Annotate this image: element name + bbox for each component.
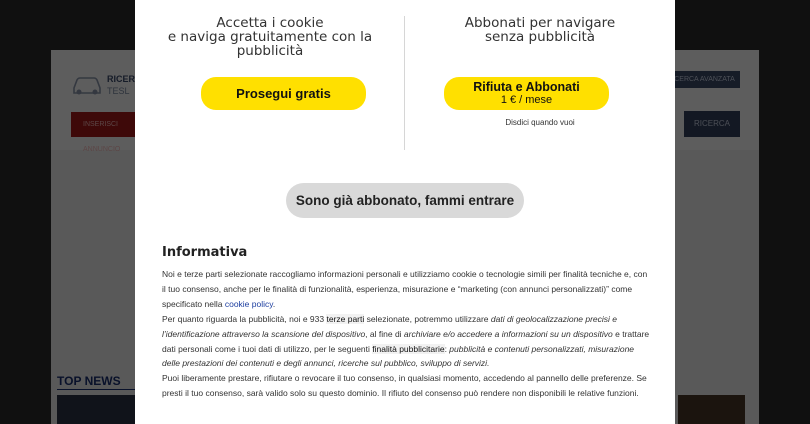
subscription-price: 1 € / mese: [500, 94, 553, 106]
info-p2-purposes-list: pubblicità e contenuti personalizzati, misurazione delle prestazioni dei contenuti e degli annunci, ricerche sul pubblico, sviluppo di servizi.: [162, 343, 635, 369]
info-p2-text: selezionate, potremmo utilizzare: [364, 313, 491, 324]
cookie-policy-link[interactable]: cookie policy: [224, 298, 273, 309]
already-subscribed-button[interactable]: Sono già abbonato, fammi entrare: [286, 183, 524, 218]
accept-cookies-column: [135, 16, 405, 58]
subscribe-title-line1: Abbonati per navigare: [464, 15, 616, 31]
continue-free-button[interactable]: Prosegui gratis: [201, 77, 366, 110]
info-p2-text: e trattare dati personali come i tuoi dati di utilizzo, per le seguenti: [162, 328, 650, 354]
advertising-purposes-link[interactable]: finalità pubblicitarie: [372, 343, 445, 354]
info-paragraph-2: [162, 312, 652, 372]
accept-cookies-title-line1: Accetta i cookie: [216, 15, 324, 31]
accept-cookies-title-line2: e naviga gratuitamente con la pubblicità: [167, 29, 373, 59]
info-p2-archive: archiviare e/o accedere a informazioni su un dispositivo: [403, 328, 613, 339]
accept-cookies-title: [135, 16, 405, 58]
subscribe-column: [405, 16, 675, 44]
info-p2-geolocation: dati di geolocalizzazione precisi e l’identificazione attraverso la scansione del dispositivo: [162, 313, 618, 339]
info-paragraph-1: [162, 267, 652, 312]
info-paragraph-3: Puoi liberamente prestare, rifiutare o revocare il tuo consenso, in qualsiasi momento, accedendo al pannello delle preferenze. Se presti il tuo consenso, sarà valido solo su questo dominio. Il rifiuto del consenso può rendere non disponibili le relative funzioni.: [162, 373, 647, 399]
reject-and-subscribe-button[interactable]: [444, 77, 609, 110]
subscribe-title: [405, 16, 675, 44]
information-heading: Informativa: [162, 245, 248, 260]
info-p2-text: :: [444, 343, 450, 354]
information-text: [162, 267, 652, 401]
info-p1-end: .: [272, 298, 276, 309]
subscribe-title-line2: senza pubblicità: [484, 29, 596, 45]
third-parties-link[interactable]: terze parti: [326, 313, 365, 324]
info-p2-text: , al fine di: [365, 328, 404, 339]
reject-and-subscribe-label: Rifiuta e Abbonati: [473, 80, 580, 94]
info-p2-text: Per quanto riguarda la pubblicità, noi e 933: [162, 313, 327, 324]
cookie-consent-dialog: [135, 0, 675, 424]
cancel-anytime-note: Disdici quando vuoi: [505, 118, 575, 127]
info-p1-text: Noi e terze parti selezionate raccogliamo informazioni personali e utilizziamo cookie o tecnologie simili per finalità tecniche e, con il tuo consenso, anche per le finalità di funzionalità, esperienza, misurazione e “marketing (con annunci personalizzati)” come specificato nella: [162, 269, 648, 309]
